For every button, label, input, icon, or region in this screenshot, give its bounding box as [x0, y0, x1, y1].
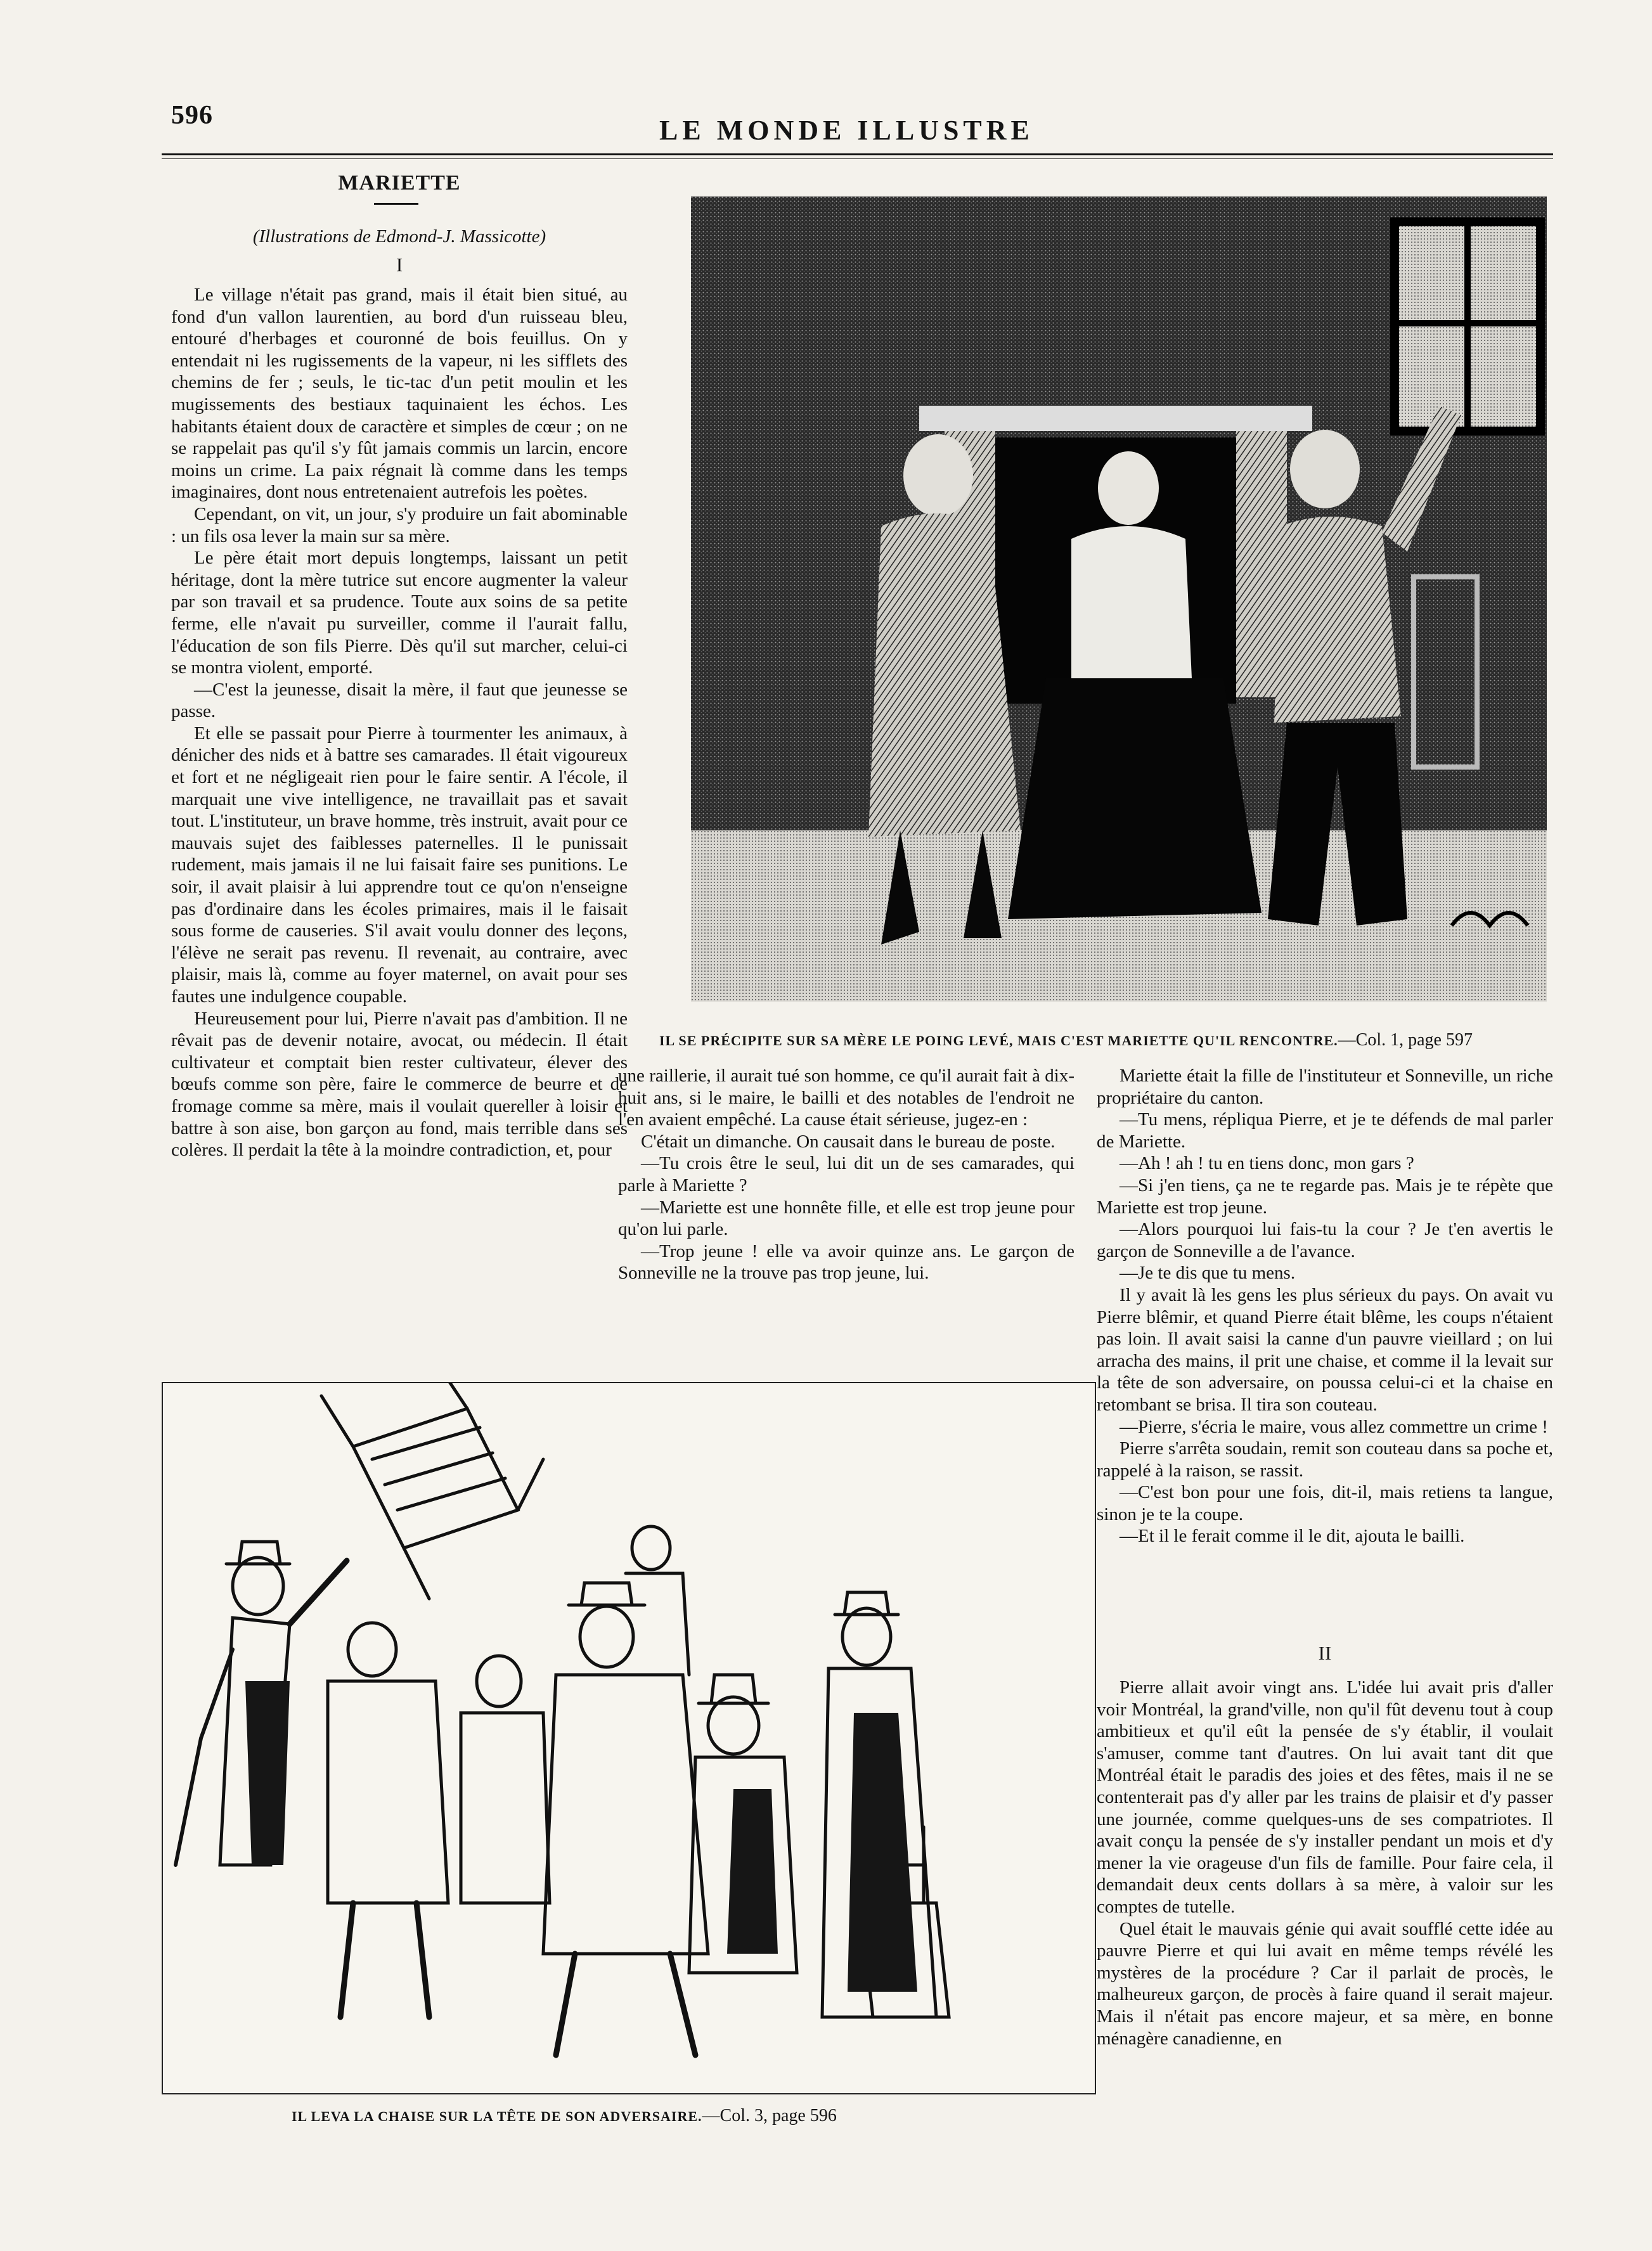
- paragraph: Pierre allait avoir vingt ans. L'idée lui avait pris d'aller voir Montréal, la grand'ville, non qu'il fût devenu tout à coup ambitieux et qu'il eût la pensée de s'y établir, il voulait s'amuser, comme tant d'autres. On lui avait tant dit que Montréal était le paradis des joies et des fêtes, mais il ne se contenterait pas d'y aller par les trains de plaisir et d'y passer une journée, comme quelques-uns de ses compatriotes. Il avait conçu la pensée de s'y installer pendant un mois et d'y mener la vie orageuse d'un fils de famille. Pour faire cela, il demandait deux cents dollars à sa mère, à valoir sur les comptes de tutelle.: [1097, 1677, 1553, 1917]
- paragraph: —Pierre, s'écria le maire, vous allez commettre un crime !: [1120, 1416, 1548, 1437]
- paragraph: —Alors pourquoi lui fais-tu la cour ? Je t'en avertis le garçon de Sonneville a de l'avance.: [1097, 1219, 1553, 1261]
- masthead: LE MONDE ILLUSTRE: [659, 115, 1034, 146]
- illustration-caption-bottom: [292, 2106, 837, 2126]
- section-heading-two: II: [1318, 1642, 1332, 1664]
- paragraph: Le village n'était pas grand, mais il était bien situé, au fond d'un vallon laurentien, au bord d'un ruisseau bleu, entouré d'herbages et couronné de bois feuillus. On y entendait ni les rugissements de la vapeur, ni les sifflets des chemins de fer ; seuls, le tic-tac d'un petit moulin et les mugissements des bestiaux taquinaient les échos. Les habitants étaient doux de caractère et simples de cœur ; on ne se rappelait pas qu'il s'y fût jamais commis un larcin, encore moins un crime. La paix régnait là comme dans les temps imaginaires, dont nous entretenaient autrefois les poètes.: [171, 285, 628, 503]
- paragraph: Il y avait là les gens les plus sérieux du pays. On avait vu Pierre blêmir, et quand Pierre était blême, les coups n'étaient pas loin. Il avait saisi la canne d'un pauvre vieillard ; on lui arracha des mains, il prit une chaise, et comme il la levait sur la tête de son adversaire, on poussa celui-ci et la chaise en retombant se brisa. Il tira son couteau.: [1097, 1284, 1553, 1415]
- title-divider: [374, 203, 418, 205]
- illustration-mother-scene: [691, 197, 1547, 1002]
- paragraph: —Trop jeune ! elle va avoir quinze ans. Le garçon de Sonneville ne la trouve pas trop jeune, lui.: [618, 1241, 1074, 1284]
- paragraph: Et elle se passait pour Pierre à tourmenter les animaux, à dénicher des nids et à battre ses camarades. Il était vigoureux et fort et ne négligeait rien pour le faire sentir. A l'école, il marquait une vive intelligence, ne travaillait pas et savait tout. L'instituteur, un brave homme, très instruit, avait pour ce mauvais sujet des faiblesses paternelles. Il le punissait rudement, mais jamais il ne lui faisait faire ses punitions. Le soir, il avait plaisir à lui apprendre tout ce qu'on n'enseigne pas d'ordinaire dans les écoles primaires, mais il le faisait sous forme de causeries. S'il avait voulu donner des leçons, l'élève ne serait pas revenu. Il revenait, au contraire, avec plaisir, mais là, comme au foyer maternel, on avait pour ses fautes une indulgence coupable.: [171, 723, 628, 1007]
- illustration-caption-top: [659, 1030, 1473, 1050]
- paragraph: Le père était mort depuis longtemps, laissant un petit héritage, dont la mère tutrice sut encore augmenter la valeur par son travail et sa prudence. Toute aux soins de sa petite ferme, elle n'avait pu surveiller, comme il l'aurait fallu, l'éducation de son fils Pierre. Dès qu'il sut marcher, celui-ci se montra violent, emporté.: [171, 548, 628, 678]
- paragraph: Mariette était la fille de l'instituteur et Sonneville, un riche propriétaire du canton.: [1097, 1066, 1553, 1108]
- text-column-1: [171, 284, 628, 1161]
- paragraph: —Mariette est une honnête fille, et elle est trop jeune pour qu'on lui parle.: [618, 1197, 1074, 1240]
- paragraph: Heureusement pour lui, Pierre n'avait pas d'ambition. Il ne rêvait pas de devenir notaire, avocat, ou médecin. Il était cultivateur et comptait bien rester cultivateur, élever des bœufs comme son père, faire le commerce de beurre et de fromage comme sa mère, mais il voulait quereller à loisir et battre à son aise, bon garçon au fond, mais terrible dans ses colères. Il perdait la tête à la moindre contradiction, et, pour: [171, 1008, 628, 1161]
- article-title: MARIETTE: [338, 171, 461, 195]
- caption-reference: —Col. 3, page 596: [702, 2106, 837, 2125]
- paragraph: Quel était le mauvais génie qui avait soufflé cette idée au pauvre Pierre et qui lui avait en même temps révélé les mystères de la procédure ? Car il parlait de procès, le malheureux garçon, de procès à faire quand il serait majeur. Mais il n'était pas encore majeur, et sa mère, en bonne ménagère canadienne, en: [1097, 1918, 1553, 2049]
- text-column-3-continued: [1097, 1677, 1553, 2049]
- engraving-interior-scene: [691, 197, 1547, 1002]
- text-column-3: [1097, 1065, 1553, 1547]
- header-rule-top: [162, 153, 1553, 155]
- caption-text: IL LEVA LA CHAISE SUR LA TÊTE DE SON ADVERSAIRE.: [292, 2108, 702, 2124]
- paragraph: —Ah ! ah ! tu en tiens donc, mon gars ?: [1120, 1153, 1414, 1174]
- text-column-2: [618, 1065, 1074, 1284]
- paragraph: —C'est bon pour une fois, dit-il, mais retiens ta langue, sinon je te la coupe.: [1097, 1482, 1553, 1525]
- header-rule-bottom: [162, 158, 1553, 159]
- paragraph: —Et il le ferait comme il le dit, ajouta le bailli.: [1120, 1526, 1465, 1547]
- caption-reference: —Col. 1, page 597: [1338, 1030, 1473, 1050]
- paragraph: —Je te dis que tu mens.: [1120, 1263, 1296, 1284]
- section-heading-one: I: [396, 254, 403, 276]
- engraving-brawl-scene: [163, 1383, 1095, 2093]
- illustration-chair-fight: [162, 1382, 1096, 2094]
- paragraph: —Tu crois être le seul, lui dit un de ses camarades, qui parle à Mariette ?: [618, 1153, 1074, 1196]
- paragraph: Pierre s'arrêta soudain, remit son couteau dans sa poche et, rappelé à la raison, se rassit.: [1097, 1438, 1553, 1481]
- paragraph: —Tu mens, répliqua Pierre, et je te défends de mal parler de Mariette.: [1097, 1109, 1553, 1152]
- article-byline: (Illustrations de Edmond-J. Massicotte): [252, 226, 546, 247]
- paragraph: —Si j'en tiens, ça ne te regarde pas. Mais je te répète que Mariette est trop jeune.: [1097, 1175, 1553, 1218]
- caption-text: IL SE PRÉCIPITE SUR SA MÈRE LE POING LEVÉ, MAIS C'EST MARIETTE QU'IL RENCONTRE.: [659, 1033, 1338, 1048]
- paragraph: C'était un dimanche. On causait dans le bureau de poste.: [641, 1131, 1055, 1152]
- paragraph: —C'est la jeunesse, disait la mère, il faut que jeunesse se passe.: [171, 679, 628, 722]
- paragraph: une raillerie, il aurait tué son homme, ce qu'il aurait fait à dix-huit ans, si le maire, le bailli et des notables de l'endroit ne l'en avaient empêché. La cause était sérieuse, jugez-en :: [618, 1066, 1074, 1130]
- paragraph: Cependant, on vit, un jour, s'y produire un fait abominable : un fils osa lever la main sur sa mère.: [171, 503, 628, 546]
- page-number: 596: [171, 101, 213, 130]
